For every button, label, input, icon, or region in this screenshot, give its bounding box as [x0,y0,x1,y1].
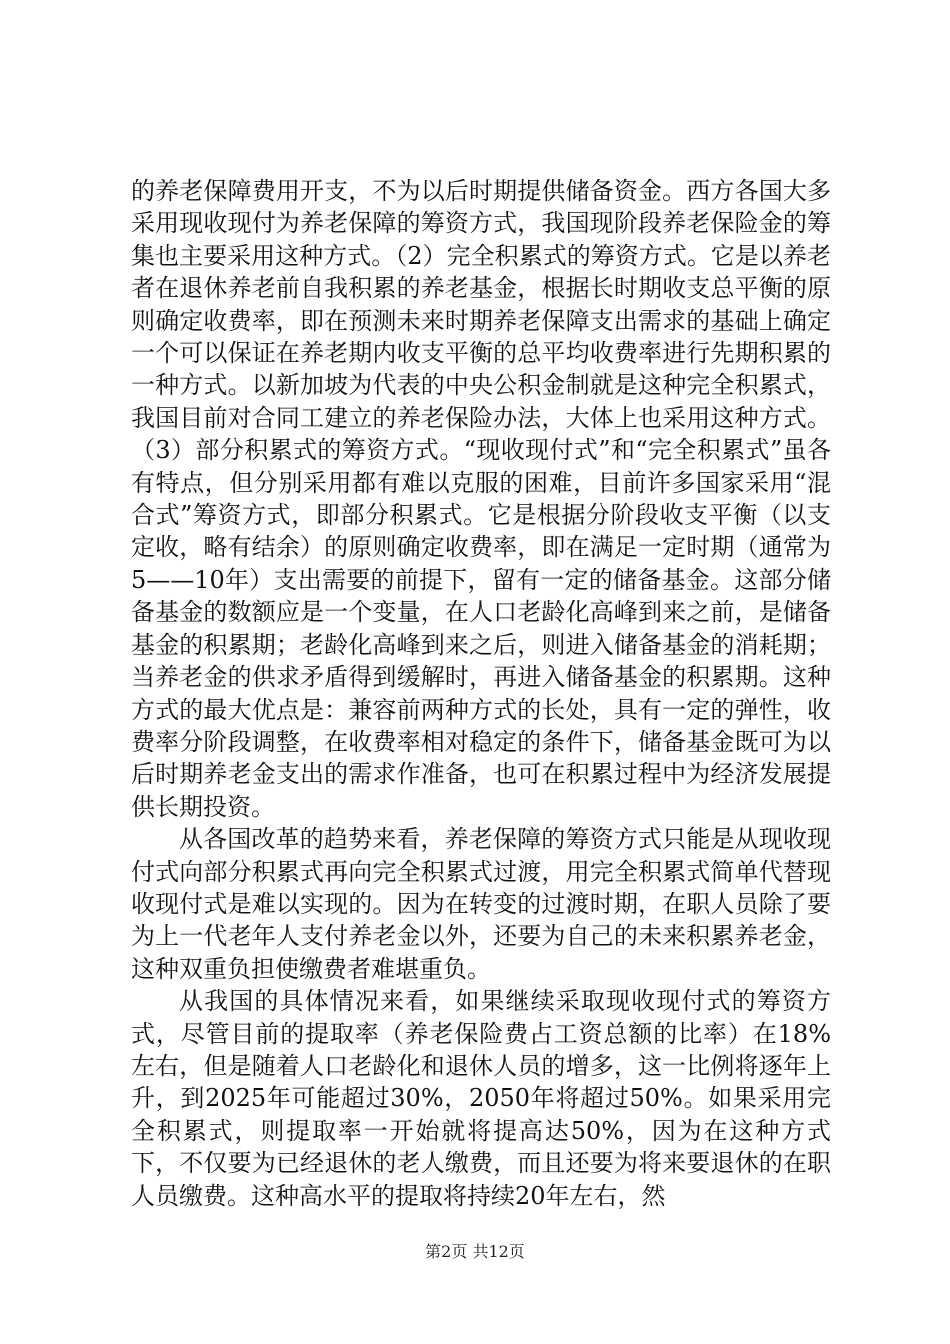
paragraph-2: 从各国改革的趋势来看，养老保障的筹资方式只能是从现收现付式向部分积累式再向完全积累式过渡，用完全积累式简单代替现收现付式是难以实现的。因为在转变的过渡时期，在职人员除了要为上一代老年人支付养老金以外，还要为自己的未来积累养老金，这种双重负担使缴费者难堪重负。 [131,825,831,983]
page-number-label: 第2页 共12页 [425,1242,525,1261]
paragraph-1: 的养老保障费用开支，不为以后时期提供储备资金。西方各国大多采用现收现付为养老保障的筹资方式，我国现阶段养老保险金的筹集也主要采用这种方式。（2）完全积累式的筹资方式。它是以养老者在退休养老前自我积累的养老基金，根据长时期收支总平衡的原则确定收费率，即在预测未来时期养老保障支出需求的基础上确定一个可以保证在养老期内收支平衡的总平均收费率进行先期积累的一种方式。以新加坡为代表的中央公积金制就是这种完全积累式，我国目前对合同工建立的养老保险办法，大体上也采用这种方式。（3）部分积累式的筹资方式。“现收现付式”和“完全积累式”虽各有特点，但分别采用都有难以克服的困难，目前许多国家采用“混合式”筹资方式，即部分积累式。它是根据分阶段收支平衡（以支定收，略有结余）的原则确定收费率，即在满足一定时期（通常为5——10年）支出需要的前提下，留有一定的储备基金。这部分储备基金的数额应是一个变量，在人口老龄化高峰到来之前，是储备基金的积累期；老龄化高峰到来之后，则进入储备基金的消耗期；当养老金的供求矛盾得到缓解时，再进入储备基金的积累期。这种方式的最大优点是：兼容前两种方式的长处，具有一定的弹性，收费率分阶段调整，在收费率相对稳定的条件下，储备基金既可为以后时期养老金支出的需求作准备，也可在积累过程中为经济发展提供长期投资。 [131,177,831,821]
page-footer [0,1242,950,1262]
paragraph-3: 从我国的具体情况来看，如果继续采取现收现付式的筹资方式，尽管目前的提取率（养老保险费占工资总额的比率）在18%左右，但是随着人口老龄化和退休人员的增多，这一比例将逐年上升，到2025年可能超过30%，2050年将超过50%。如果采用完全积累式，则提取率一开始就将提高达50%，因为在这种方式下，不仅要为已经退休的老人缴费，而且还要为将来要退休的在职人员缴费。这种高水平的提取将持续20年左右，然 [131,987,831,1210]
document-body [131,175,831,1212]
